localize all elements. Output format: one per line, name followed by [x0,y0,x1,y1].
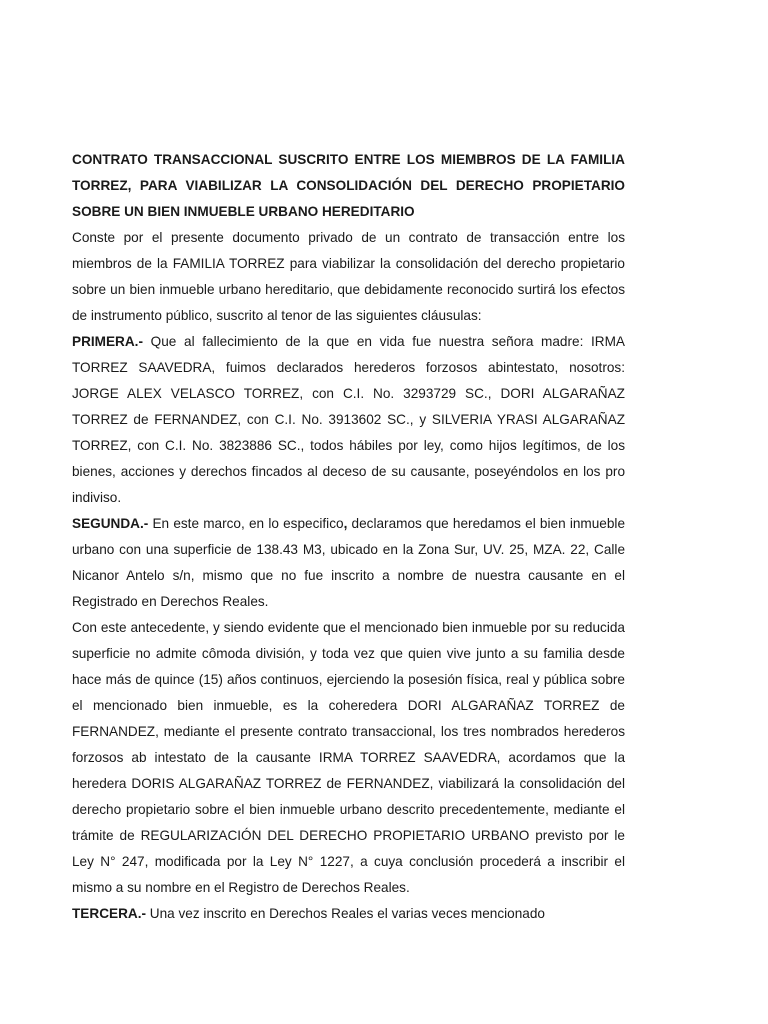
clause-segunda-text-a: En este marco, en lo especifico [148,516,344,531]
antecedente-paragraph: Con este antecedente, y siendo evidente que el mencionado bien inmueble por su reducida superficie no admite cômoda división, y toda vez que quien vive junto a su familia desde hace más de quince (15) años continuos, ejerciendo la posesión física, real y pública sobre el mencionado bien inmueble, es la coheredera DORI ALGARAÑAZ TORREZ de FERNANDEZ, mediante el presente contrato transaccional, los tres nombrados herederos forzosos ab intestato de la causante IRMA TORREZ SAAVEDRA, acordamos que la heredera DORIS ALGARAÑAZ TORREZ de FERNANDEZ, viabilizará la consolidación del derecho propietario sobre el bien inmueble urbano descrito precedentemente, mediante el trámite de REGULARIZACIÓN DEL DERECHO PROPIETARIO URBANO previsto por le Ley N° 247, modificada por la Ley N° 1227, a cuya conclusión procederá a inscribir el mismo a su nombre en el Registro de Derechos Reales. [72,620,625,895]
document-page [72,147,625,927]
clause-segunda-comma: , [343,516,348,531]
intro-paragraph: Conste por el presente documento privado de un contrato de transacción entre los miembros de la FAMILIA TORREZ para viabilizar la consolidación del derecho propietario sobre un bien inmueble urbano hereditario, que debidamente reconocido surtirá los efectos de instrumento público, suscrito al tenor de las siguientes cláusulas: [72,230,625,323]
clause-segunda-text-b: declaramos que heredamos el bien inmueble urbano con una superficie de 138.43 M3, ubicado en la Zona Sur, UV. 25, MZA. 22, Calle Nicanor Antelo s/n, mismo que no fue inscrito a nombre de nuestra causante en el Registrado en Derechos Reales. [72,516,625,609]
clause-segunda-label: SEGUNDA.- [72,516,149,531]
document-title: CONTRATO TRANSACCIONAL SUSCRITO ENTRE LOS MIEMBROS DE LA FAMILIA TORREZ, PARA VIABILIZAR LA CONSOLIDACIÓN DEL DERECHO PROPIETARIO SOBRE UN BIEN INMUEBLE URBANO HEREDITARIO [72,152,625,219]
clause-tercera-text: Una vez inscrito en Derechos Reales el varias veces mencionado [146,906,545,921]
clause-primera-label: PRIMERA.- [72,334,143,349]
clause-primera-text: Que al fallecimiento de la que en vida fue nuestra señora madre: IRMA TORREZ SAAVEDRA, fuimos declarados herederos forzosos abintestato, nosotros: JORGE ALEX VELASCO TORREZ, con C.I. No. 3293729 SC., DORI ALGARAÑAZ TORREZ de FERNANDEZ, con C.I. No. 3913602 SC., y SILVERIA YRASI ALGARAÑAZ TORREZ, con C.I. No. 3823886 SC., todos hábiles por ley, como hijos legítimos, de los bienes, acciones y derechos fincados al deceso de su causante, poseyéndolos en los pro indiviso. [72,334,625,505]
clause-primera [72,329,625,511]
clause-tercera-label: TERCERA.- [72,906,147,921]
clause-segunda [72,511,625,615]
clause-tercera [72,901,625,927]
